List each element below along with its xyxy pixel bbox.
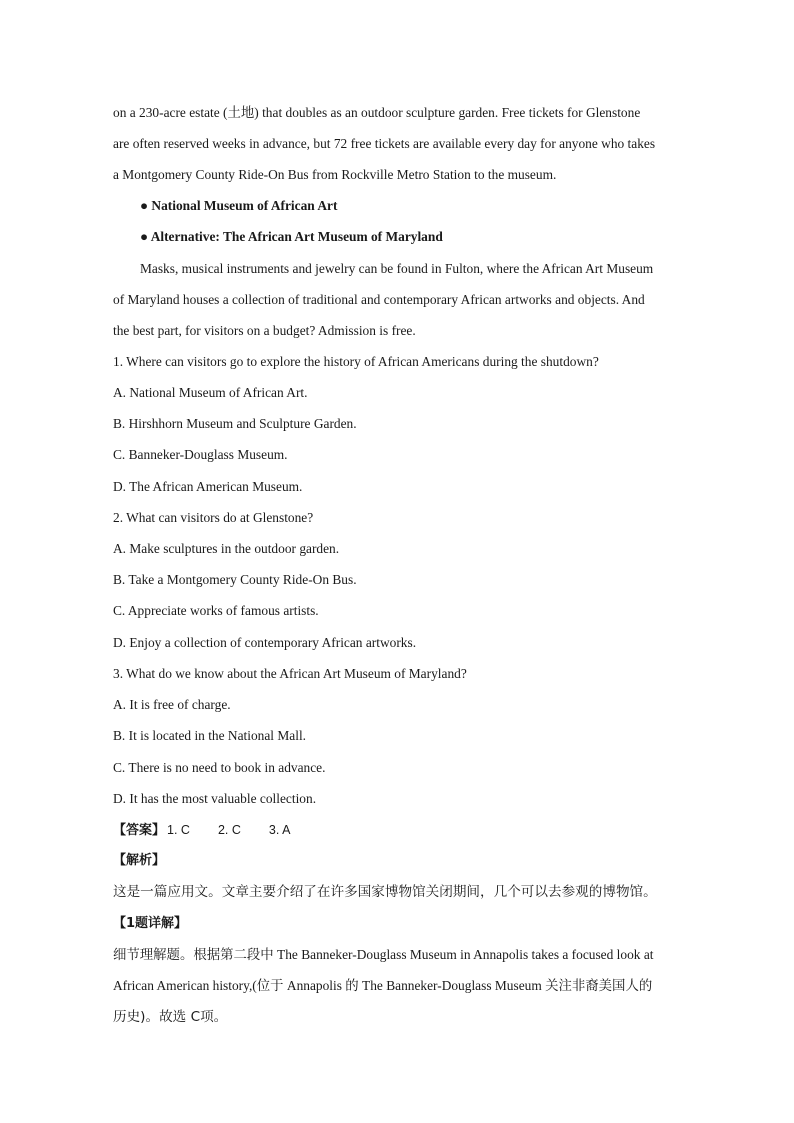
- question-3-option-c: C. There is no need to book in advance.: [113, 760, 326, 775]
- q1-detail-label: 【1题详解】: [113, 916, 188, 931]
- answer-item-1: 1. C: [167, 823, 190, 837]
- q1-detail-line-2: African American history,(位于 Annapolis 的 The Banneker-Douglass Museum 关注非裔美国人的: [113, 978, 653, 993]
- question-3-option-a: A. It is free of charge.: [113, 697, 231, 712]
- passage-line-2: are often reserved weeks in advance, but 72 free tickets are available every day for anyone who takes: [113, 136, 656, 151]
- question-1-stem: 1. Where can visitors go to explore the history of African Americans during the shutdown?: [113, 354, 599, 369]
- analysis-summary: 这是一篇应用文。文章主要介绍了在许多国家博物馆关闭期间，几个可以去参观的博物馆。: [113, 884, 657, 900]
- question-3-stem: 3. What do we know about the African Art Museum of Maryland?: [113, 666, 467, 681]
- bullet-national-museum: ● National Museum of African Art: [140, 198, 338, 213]
- question-1-option-c: C. Banneker-Douglass Museum.: [113, 447, 288, 462]
- question-2-option-c: C. Appreciate works of famous artists.: [113, 603, 319, 618]
- question-3-option-b: B. It is located in the National Mall.: [113, 728, 307, 743]
- passage-line-3: a Montgomery County Ride-On Bus from Rockville Metro Station to the museum.: [113, 167, 557, 182]
- bullet-alternative: ● Alternative: The African Art Museum of Maryland: [140, 229, 443, 244]
- paragraph-line-3: the best part, for visitors on a budget? Admission is free.: [113, 323, 416, 338]
- passage-line-1: on a 230-acre estate (土地) that doubles as an outdoor sculpture garden. Free tickets for Glenstone: [113, 105, 641, 120]
- answer-row: [113, 821, 290, 840]
- q1-detail-line-1: 细节理解题。根据第二段中 The Banneker-Douglass Museum in Annapolis takes a focused look at: [113, 947, 654, 962]
- question-2-option-b: B. Take a Montgomery County Ride-On Bus.: [113, 572, 357, 587]
- question-2-option-a: A. Make sculptures in the outdoor garden.: [113, 541, 340, 556]
- question-1-option-a: A. National Museum of African Art.: [113, 385, 308, 400]
- question-2-stem: 2. What can visitors do at Glenstone?: [113, 510, 314, 525]
- q1-detail-line-3: 历史)。故选 C项。: [113, 1009, 228, 1025]
- answer-label: 【答案】: [113, 823, 166, 838]
- paragraph-line-2: of Maryland houses a collection of traditional and contemporary African artworks and objects. And: [113, 292, 645, 307]
- paragraph-line-1: Masks, musical instruments and jewelry can be found in Fulton, where the African Art Museum: [140, 261, 654, 276]
- question-3-option-d: D. It has the most valuable collection.: [113, 791, 317, 806]
- answer-item-3: 3. A: [268, 823, 291, 837]
- answer-item-2: 2. C: [217, 823, 241, 837]
- analysis-label: 【解析】: [113, 853, 166, 868]
- question-2-option-d: D. Enjoy a collection of contemporary African artworks.: [113, 635, 417, 650]
- question-1-option-d: D. The African American Museum.: [113, 479, 303, 494]
- question-1-option-b: B. Hirshhorn Museum and Sculpture Garden.: [113, 416, 357, 431]
